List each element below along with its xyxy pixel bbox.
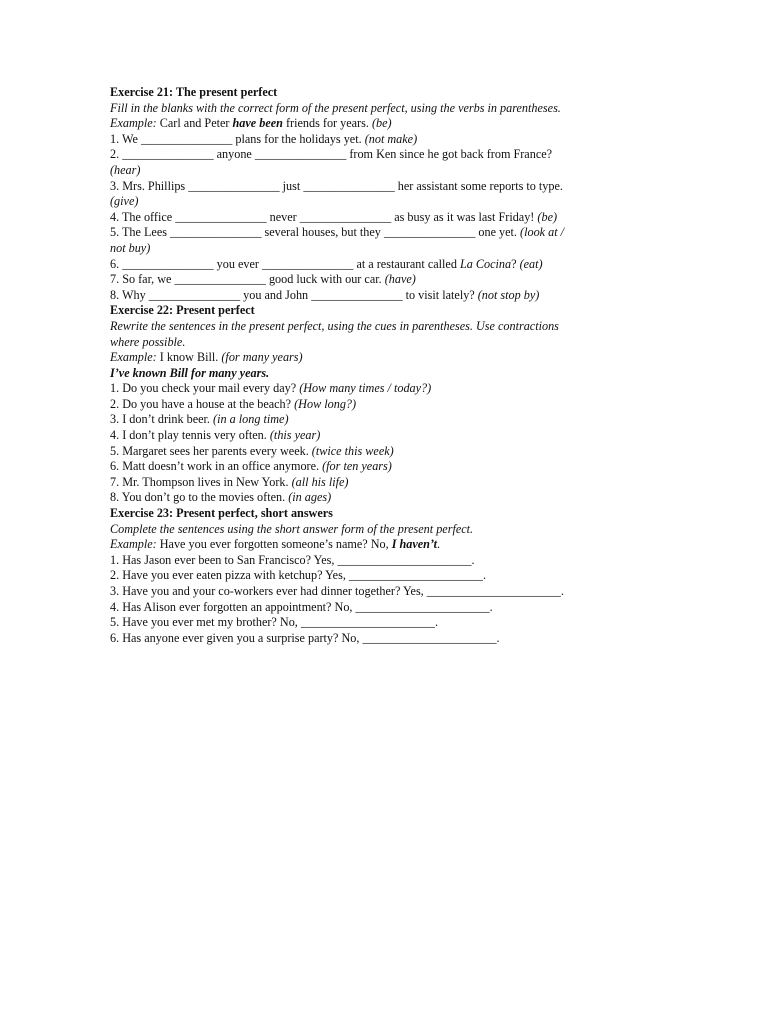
- exercise-23-item: 4. Has Alison ever forgotten an appointment? No, ______________________.: [110, 599, 493, 614]
- worksheet-page: [110, 85, 670, 646]
- item-cue: (be): [537, 209, 558, 224]
- item-text: 3. Mrs. Phillips _______________ just _______________ her assistant some reports to type.: [110, 178, 563, 193]
- exercise-21-item: [110, 132, 670, 148]
- item-text: 7. Mr. Thompson lives in New York.: [110, 474, 292, 489]
- item-cue: not buy): [110, 240, 151, 255]
- exercise-21-item: [110, 272, 670, 288]
- exercise-21-title: Exercise 21: The present perfect: [110, 85, 278, 99]
- exercise-21-item: [110, 225, 670, 241]
- example-label: Example:: [110, 537, 157, 552]
- item-text: 4. The office _______________ never _______________ as busy as it was last Friday!: [110, 209, 538, 224]
- exercise-21-item: [110, 179, 670, 195]
- item-text: 4. I don’t play tennis very often.: [110, 428, 270, 443]
- item-cue: (How many times / today?): [299, 381, 432, 396]
- exercise-22-instruction: Rewrite the sentences in the present perfect, using the cues in parentheses. Use contractions: [110, 318, 559, 333]
- item-cue: (in a long time): [213, 412, 289, 427]
- exercise-22-item: [110, 490, 670, 506]
- exercise-23-title: Exercise 23: Present perfect, short answers: [110, 506, 333, 521]
- exercise-22-item: [110, 381, 670, 397]
- exercise-23-item: 3. Have you and your co-workers ever had dinner together? Yes, ______________________.: [110, 584, 564, 598]
- item-cue: (eat): [519, 256, 543, 271]
- example-text: .: [436, 537, 441, 552]
- example-label: Example:: [110, 116, 157, 131]
- item-text: 7. So far, we _______________ good luck with our car.: [110, 272, 385, 287]
- example-cue: (for many years): [221, 350, 303, 365]
- exercise-22-item: [110, 459, 670, 475]
- exercise-21-item-continued: [110, 163, 670, 179]
- exercise-23-item: 1. Has Jason ever been to San Francisco? Yes, ______________________.: [110, 552, 475, 567]
- exercise-22-title: Exercise 22: Present perfect: [110, 303, 255, 318]
- item-text: 5. The Lees _______________ several houses, but they _______________ one yet.: [110, 225, 521, 240]
- item-cue: (all his life): [291, 474, 349, 489]
- exercise-21-instruction: Fill in the blanks with the correct form of the present perfect, using the verbs in parentheses.: [110, 100, 561, 115]
- example-text: Carl and Peter: [156, 116, 233, 131]
- item-text: 6. Matt doesn’t work in an office anymore.: [110, 459, 323, 474]
- item-cue: (look at /: [520, 225, 565, 240]
- item-cue: (twice this week): [311, 443, 394, 458]
- item-cue: (for ten years): [322, 459, 392, 474]
- item-cue: (give): [110, 194, 139, 209]
- item-text: 2. Do you have a house at the beach?: [110, 396, 295, 411]
- item-text: 3. I don’t drink beer.: [110, 412, 214, 427]
- example-cue: (be): [371, 116, 392, 131]
- item-cue: (not make): [364, 131, 418, 146]
- item-text: ?: [511, 256, 520, 271]
- exercise-22-instruction: where possible.: [110, 334, 186, 349]
- exercise-21-item: [110, 147, 670, 163]
- example-text: friends for years.: [282, 116, 372, 131]
- exercise-21-item: [110, 210, 670, 226]
- exercise-21-item: [110, 257, 670, 273]
- example-text: Have you ever forgotten someone’s name? No,: [156, 537, 392, 552]
- item-text: 6. _______________ you ever _______________ at a restaurant called: [110, 256, 460, 271]
- example-label: Example:: [110, 350, 157, 365]
- exercise-22-item: [110, 412, 670, 428]
- exercise-22-item: [110, 444, 670, 460]
- item-cue: (this year): [269, 428, 321, 443]
- exercise-22-item: [110, 428, 670, 444]
- item-text: 8. Why _______________ you and John _______________ to visit lately?: [110, 287, 478, 302]
- example-text: I know Bill.: [156, 350, 222, 365]
- item-cue: (hear): [110, 162, 141, 177]
- item-cue: (have): [384, 272, 416, 287]
- item-cue: (How long?): [294, 396, 357, 411]
- item-text: 2. _______________ anyone _______________ from Ken since he got back from France?: [110, 147, 553, 162]
- exercise-23-item: 2. Have you ever eaten pizza with ketchup? Yes, ______________________.: [110, 568, 487, 583]
- item-text: 1. We _______________ plans for the holidays yet.: [110, 131, 365, 146]
- exercise-23-example: [110, 537, 670, 553]
- exercise-22-item: [110, 397, 670, 413]
- exercise-22-example: [110, 350, 670, 366]
- example-answer: I haven’t: [391, 537, 437, 552]
- item-text: 5. Margaret sees her parents every week.: [110, 443, 312, 458]
- exercise-21-example: [110, 116, 670, 132]
- item-text: 8. You don’t go to the movies often.: [110, 490, 289, 505]
- exercise-21-item-continued: [110, 241, 670, 257]
- exercise-21-item-continued: [110, 194, 670, 210]
- example-answer: have been: [232, 116, 283, 131]
- item-cue: (not stop by): [477, 287, 540, 302]
- exercise-23-instruction: Complete the sentences using the short answer form of the present perfect.: [110, 521, 474, 536]
- exercise-23-item: 5. Have you ever met my brother? No, ______________________.: [110, 615, 438, 630]
- exercise-22-item: [110, 475, 670, 491]
- item-cue: (in ages): [288, 490, 332, 505]
- exercise-21-item: [110, 288, 670, 304]
- exercise-23-item: 6. Has anyone ever given you a surprise party? No, ______________________.: [110, 630, 500, 645]
- item-text: 1. Do you check your mail every day?: [110, 381, 300, 396]
- item-cue: La Cocina: [459, 256, 512, 271]
- exercise-22-example-answer: I’ve known Bill for many years.: [110, 365, 270, 380]
